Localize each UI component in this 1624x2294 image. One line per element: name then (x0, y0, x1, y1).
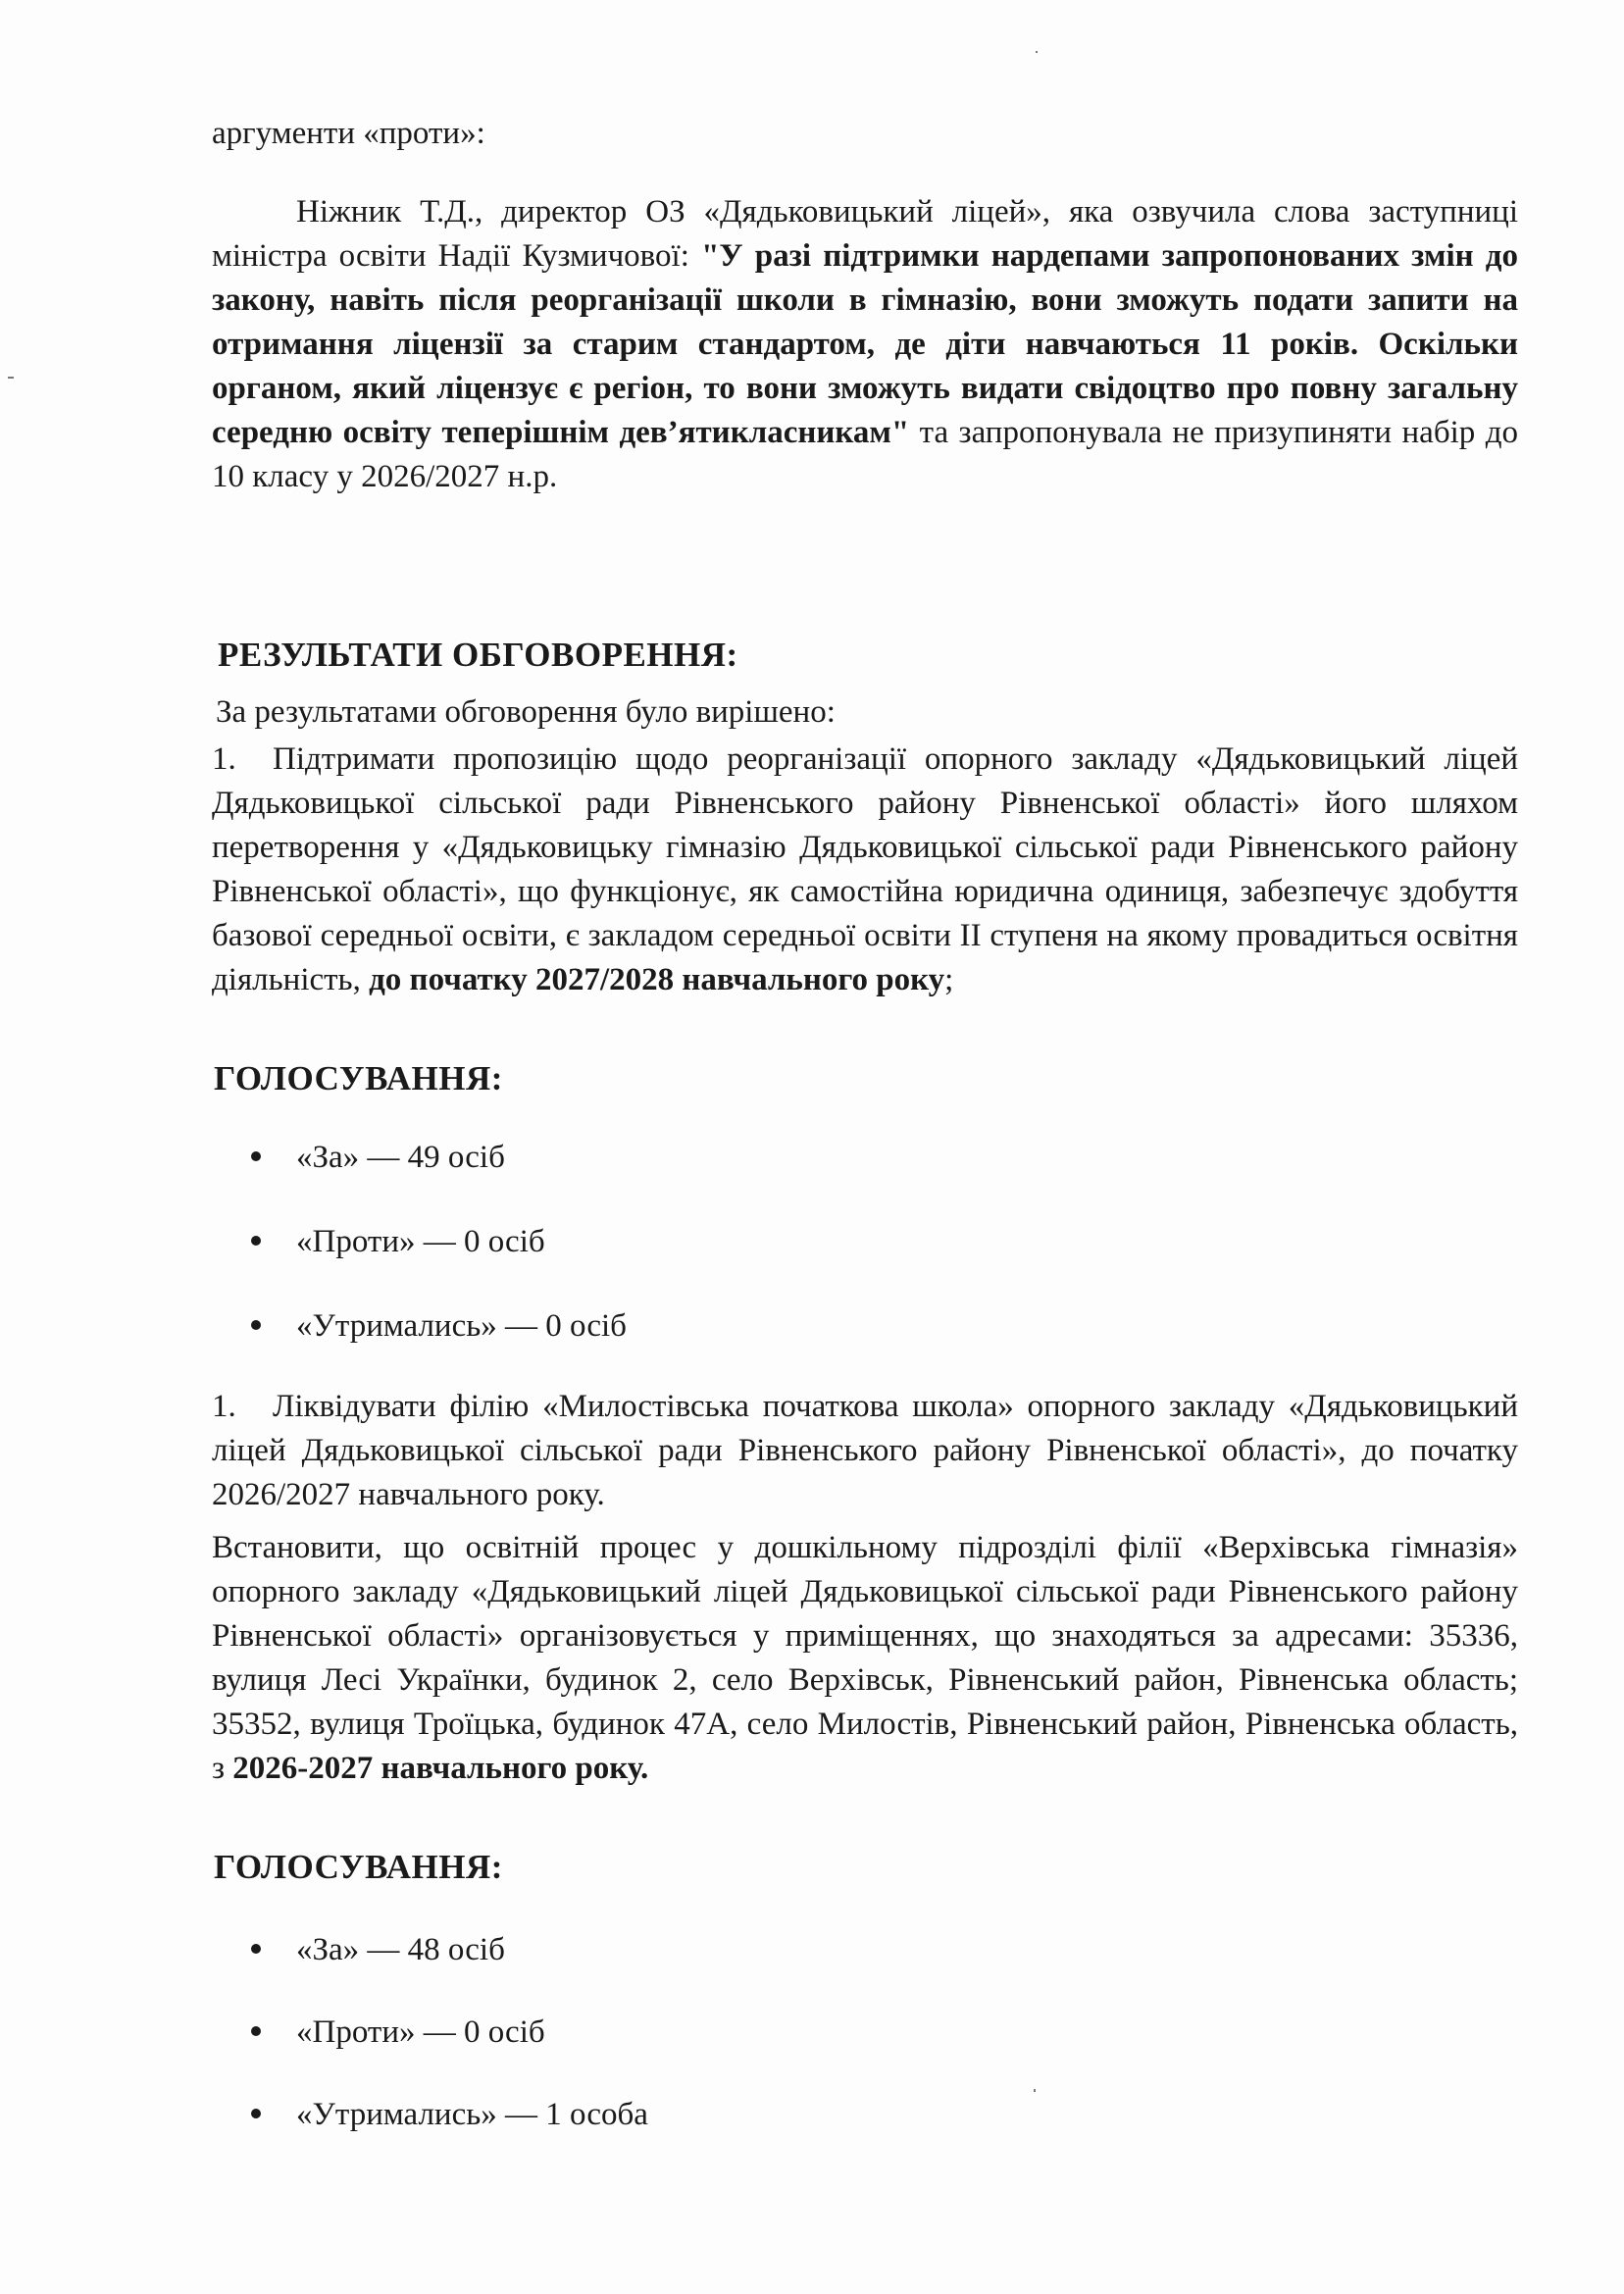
decision-number: 1. (212, 1389, 236, 1424)
speech-paragraph (212, 190, 1518, 499)
decision-deadline: до початку 2027/2028 навчального року (369, 962, 945, 997)
results-heading: РЕЗУЛЬТАТИ ОБГОВОРЕННЯ: (218, 636, 738, 674)
bullet-icon (251, 2026, 261, 2036)
decision-end: ; (944, 962, 954, 997)
vote-item-text: «За» — 48 осіб (296, 1932, 505, 1967)
decision-number: 1. (212, 741, 236, 777)
vote-item (251, 1304, 627, 1349)
vote-item-text: «Утримались» — 1 особа (296, 2097, 648, 2132)
decision-1 (212, 738, 1518, 1002)
bullet-icon (251, 1236, 261, 1246)
decision-text: Підтримати пропозицію щодо реорганізації опорного закладу «Дядьковицький ліцей Дядьковицької сільської ради Рівненського району Рівненської області» його шляхом перетворення у «Дядьковицьку гімназію Дядьковицької сільської ради Рівненського району Рівненської області», що функціонує, як самостійна юридична одиниця, забезпечує здобуття базової середньої освіти, є закладом середньої освіти II ступеня на якому провадиться освітня діяльність, (212, 741, 1518, 997)
vote-item-text: «Проти» — 0 осіб (296, 2014, 545, 2050)
vote-item (251, 1136, 505, 1180)
decision-text: Ліквідувати філію «Милостівська початкова школа» опорного закладу «Дядьковицький ліцей Дядьковицької сільської ради Рівненського району Рівненської області», до початку 2026/2027 навчального року. (212, 1389, 1518, 1512)
bullet-icon (251, 2109, 261, 2118)
vote-item (251, 1928, 505, 1972)
speech-text: Ніжник Т.Д., директор ОЗ «Дядьковицький ліцей», яка озвучила слова заступниці міністра освіти Надії Кузмичової: (212, 194, 1518, 274)
results-intro: За результатами обговорення було вирішено: (216, 694, 836, 730)
vote-heading: ГОЛОСУВАННЯ: (214, 1848, 503, 1886)
decision-3 (212, 1526, 1518, 1791)
vote-item-text: «Утримались» — 0 осіб (296, 1308, 627, 1344)
decision-deadline: 2026-2027 навчального року. (232, 1751, 649, 1786)
scan-mark (1034, 2089, 1036, 2092)
scan-mark (1036, 51, 1038, 53)
decision-text: Встановити, що освітній процес у дошкільному підрозділі філії «Верхівська гімназія» опорного закладу «Дядьковицький ліцей Дядьковицької сільської ради Рівненського району Рівненської області» організовується у приміщеннях, що знаходяться за адресами: 35336, вулиця Лесі Українки, будинок 2, село Верхівськ, Рівненський район, Рівненська область; 35352, вулиця Троїцька, будинок 47А, село Милостів, Рівненський район, Рівненська область, з (212, 1530, 1518, 1786)
vote-item (251, 2093, 648, 2137)
vote-item (251, 1220, 545, 1264)
bullet-icon (251, 1944, 261, 1954)
vote-item-text: «За» — 49 осіб (296, 1140, 505, 1175)
vote-heading: ГОЛОСУВАННЯ: (214, 1059, 503, 1097)
speech-quote: "У разі підтримки нардепами запропонованих змін до закону, навіть після реорганізації школи в гімназію, вони зможуть подати запити на отримання ліцензії за старим стандартом, де діти навчаються 11 років. Оскільки органом, який ліцензує є регіон, то вони зможуть видати свідоцтво про повну загальну середню освіту теперішнім дев’ятикласникам" (212, 238, 1518, 450)
bullet-icon (251, 1320, 261, 1330)
intro-line: аргументи «проти»: (212, 116, 485, 151)
speech-text-end: та запропонувала не призупиняти набір до 10 класу у 2026/2027 н.р. (212, 415, 1518, 494)
vote-item (251, 2011, 545, 2055)
decision-2 (212, 1385, 1518, 1517)
vote-item-text: «Проти» — 0 осіб (296, 1224, 545, 1259)
scan-mark (8, 377, 14, 379)
bullet-icon (251, 1151, 261, 1161)
